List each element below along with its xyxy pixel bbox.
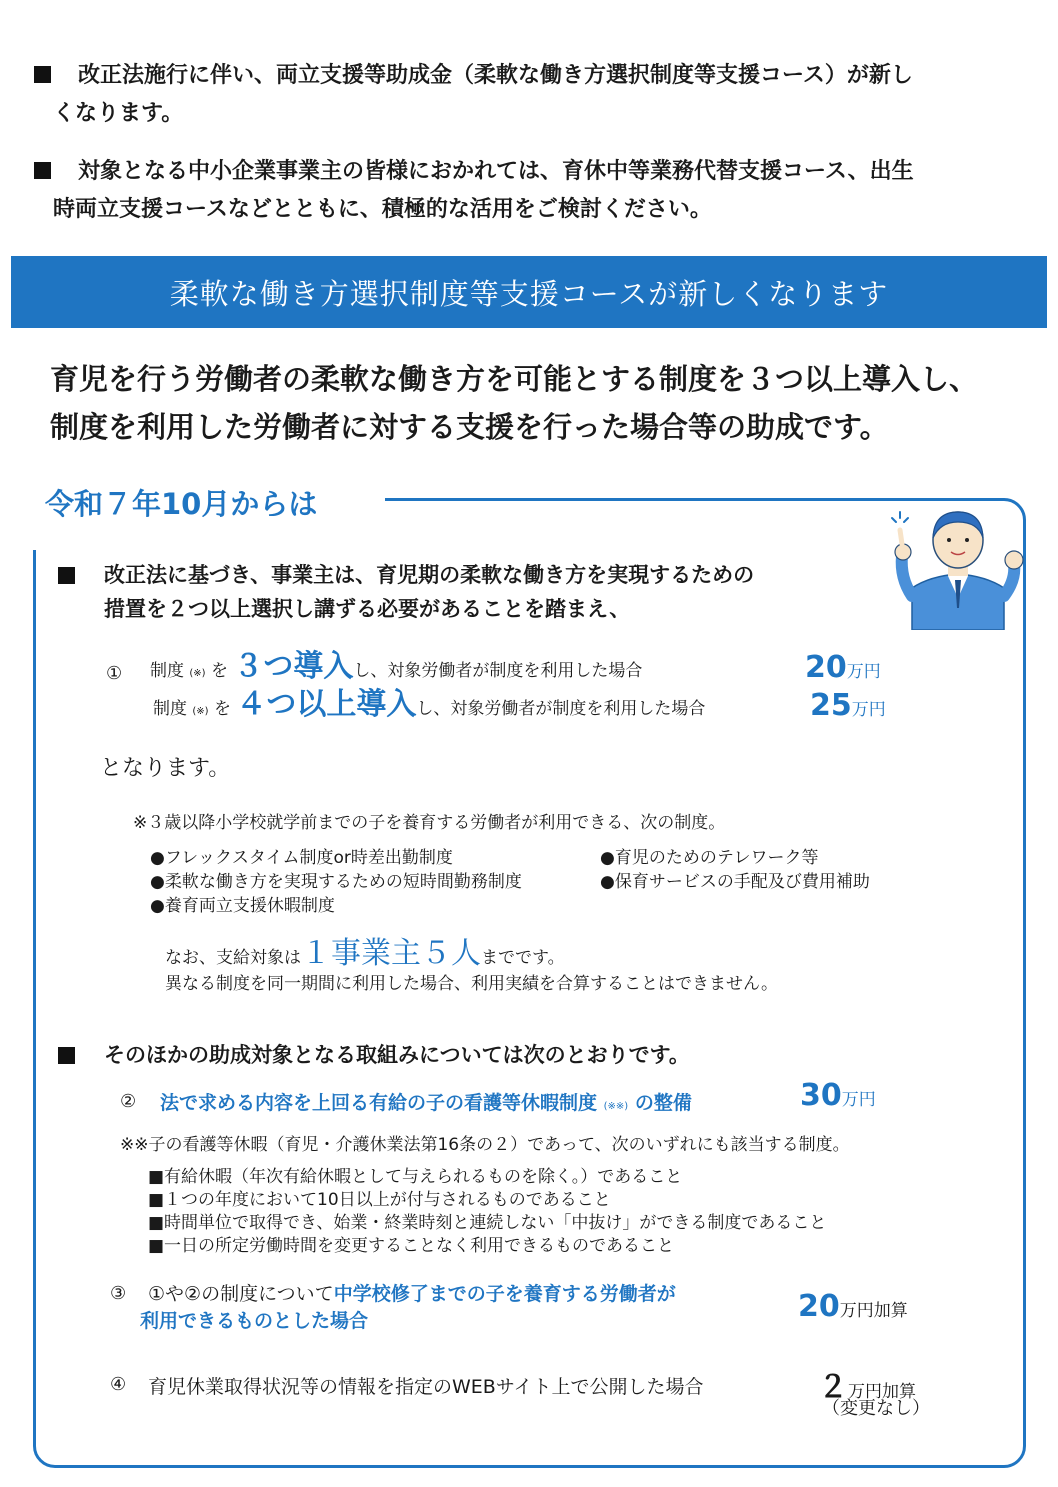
bullet-square-icon [58,567,75,584]
amount-unit: 万円加算 [848,1382,916,1402]
intro-2 [53,153,1043,229]
amount-unit: 万円 [851,700,886,720]
system-item: ●保育サービスの手配及び費用補助 [600,872,870,892]
condition-item: ■時間単位で取得でき、始業・終業時刻と連続しない「中抜け」ができる制度であること [148,1213,827,1233]
intro-1 [53,57,1043,133]
naru-text: となります。 [100,756,231,781]
item1-row1 [150,649,643,686]
point1-line2: 措置を２つ以上選択し講ずる必要があることを踏まえ、 [104,597,631,621]
limit-line2: 異なる制度を同一期間に利用した場合、利用実績を合算することはできません。 [165,974,779,994]
amount-unit: 万円加算 [839,1301,908,1321]
item2-amount [800,1078,876,1113]
item3-number: ③ [110,1283,127,1304]
condition-item: ■有給休暇（年次有給休暇として与えられるものを除く。）であること [148,1167,683,1187]
item1-row2-wo: を [214,699,231,719]
item2-text-main: 法で求める内容を上回る有給の子の看護等休暇制度 [160,1092,598,1114]
point1-line1: 改正法に基づき、事業主は、育児期の柔軟な働き方を実現するための [104,563,755,587]
item1-number: ① [106,663,123,684]
item2-number: ② [120,1091,137,1112]
item4-text: 育児休業取得状況等の情報を指定のWEBサイト上で公開した場合 [148,1376,704,1398]
intro-2-line2: 時両立支援コースなどとともに、積極的な活用をご検討ください。 [53,197,712,222]
system-item: ●養育両立支援休暇制度 [150,896,335,916]
item1-row2-post: し、対象労働者が制度を利用した場合 [416,699,706,719]
note2: ※※子の看護等休暇（育児・介護休業法第16条の２）であって、次のいずれにも該当する制度。 [120,1135,850,1155]
lead-text [50,355,1040,451]
item1-row2-mark: (※) [192,706,209,717]
item2-mark: (※※) [603,1101,629,1112]
item3-pre: ①や②の制度について [148,1283,334,1305]
item1-row2-emph: ４つ以上導入 [236,687,417,722]
systems-right [600,846,870,894]
system-item: ●フレックスタイム制度or時差出勤制度 [150,848,453,868]
bullet-square-icon [34,66,51,83]
section-title: 令和７年10月からは [45,487,318,521]
limit-post: までです。 [481,948,565,968]
item2-text [160,1088,692,1115]
bullet-square-icon [34,162,51,179]
item3-text [140,1281,676,1335]
item1-row2 [153,687,706,724]
item1-row1-wo: を [211,661,228,681]
amount-unit: 万円 [841,1090,876,1110]
systems-left [150,846,522,918]
system-item: ●育児のためのテレワーク等 [600,848,819,868]
condition-item: ■１つの年度において10日以上が付与されるものであること [148,1190,611,1210]
point1 [104,558,754,626]
item1-row2-pre: 制度 [153,699,187,719]
businessman-icon [890,508,1025,630]
intro-1-line1: 改正法施行に伴い、両立支援等助成金（柔軟な働き方選択制度等支援コース）が新し [78,63,913,88]
lead-line2: 制度を利用した労働者に対する支援を行った場合等の助成です。 [50,410,889,444]
item3-line2: 利用できるものとした場合 [140,1310,369,1332]
item1-row1-mark: (※) [189,668,206,679]
limit-line [165,936,565,971]
amount-value: ２ [818,1370,848,1405]
item1-row1-amount [805,650,881,685]
system-item: ●柔軟な働き方を実現するための短時間勤務制度 [150,872,522,892]
note1: ※３歳以降小学校就学前までの子を養育する労働者が利用できる、次の制度。 [133,813,726,833]
item1-row2-amount [810,688,886,723]
item1-row1-pre: 制度 [150,661,184,681]
amount-unit: 万円 [846,662,881,682]
amount-value: 20 [798,1289,840,1324]
item1-row1-post: し、対象労働者が制度を利用した場合 [353,661,643,681]
amount-value: 25 [810,688,852,723]
item3-amount [798,1289,908,1324]
amount-value: 30 [800,1078,842,1113]
point2: そのほかの助成対象となる取組みについては次のとおりです。 [104,1043,690,1067]
item2-text-end: の整備 [634,1092,692,1114]
item1-row1-emph: ３つ導入 [233,649,354,684]
course-banner: 柔軟な働き方選択制度等支援コースが新しくなります [11,256,1047,328]
limit-pre: なお、支給対象は [165,948,301,968]
item4-sub: （変更なし） [822,1398,930,1419]
bullet-square-icon [58,1047,75,1064]
intro-1-line2: くなります。 [53,101,184,126]
limit-emph: １事業主５人 [301,936,481,971]
conditions [148,1166,826,1258]
item3-emph: 中学校修了までの子を養育する労働者が [333,1283,676,1305]
amount-value: 20 [805,650,847,685]
lead-line1: 育児を行う労働者の柔軟な働き方を可能とする制度を３つ以上導入し、 [50,362,979,396]
item4-number: ④ [110,1374,127,1395]
intro-2-line1: 対象となる中小企業事業主の皆様におかれては、育休中等業務代替支援コース、出生 [78,159,914,184]
condition-item: ■一日の所定労働時間を変更することなく利用できるものであること [148,1236,675,1256]
